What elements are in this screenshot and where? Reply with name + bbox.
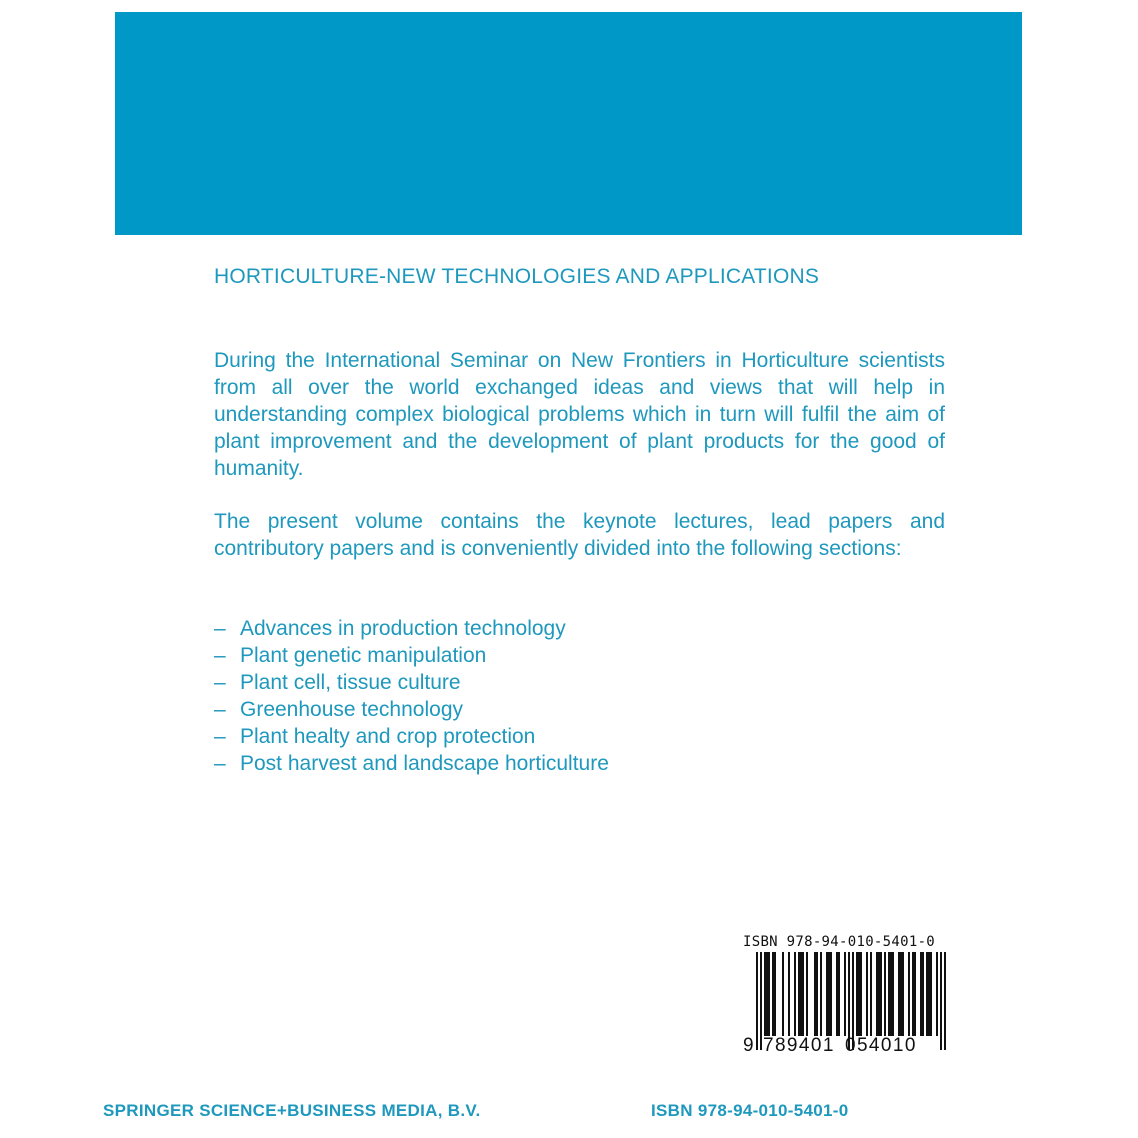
list-item bbox=[214, 642, 609, 669]
publisher-name: SPRINGER SCIENCE+BUSINESS MEDIA, B.V. bbox=[103, 1101, 481, 1120]
barcode-bar bbox=[940, 952, 942, 1050]
barcode-bar bbox=[892, 952, 894, 1036]
barcode-bar bbox=[830, 952, 832, 1036]
section-label: Plant cell, tissue culture bbox=[240, 671, 461, 694]
barcode-bar bbox=[820, 952, 822, 1036]
section-label: Advances in production technology bbox=[240, 617, 566, 640]
barcode-bar bbox=[802, 952, 804, 1036]
barcode-bar bbox=[764, 952, 766, 1036]
description-paragraph-1: During the International Seminar on New Frontiers in Horticulture scientists from all over the world exchanged ideas and views that will help in understanding complex biological problems which in turn will fulfil the aim of plant improvement and the development of plant products for the good of humanity. bbox=[214, 349, 945, 480]
barcode-isbn-label: ISBN 978-94-010-5401-0 bbox=[743, 934, 936, 950]
barcode-bar bbox=[866, 952, 868, 1036]
list-item bbox=[214, 723, 609, 750]
barcode-bar bbox=[926, 952, 928, 1036]
list-item bbox=[214, 696, 609, 723]
list-item bbox=[214, 750, 609, 777]
list-dash: – bbox=[214, 671, 226, 694]
barcode-digits-left: 789401 bbox=[763, 1035, 835, 1056]
teal-header-band bbox=[115, 12, 1022, 235]
footer-isbn: ISBN 978-94-010-5401-0 bbox=[651, 1101, 849, 1120]
barcode-bar bbox=[944, 952, 946, 1050]
barcode-bar bbox=[816, 952, 818, 1036]
book-title: HORTICULTURE-NEW TECHNOLOGIES AND APPLICATIONS bbox=[214, 265, 820, 288]
list-item bbox=[214, 669, 609, 696]
barcode-bar bbox=[768, 952, 770, 1036]
barcode-bar bbox=[922, 952, 924, 1036]
barcode-bar bbox=[836, 952, 838, 1036]
barcode-bar bbox=[900, 952, 902, 1036]
list-dash: – bbox=[214, 752, 226, 775]
barcode-digit-first: 9 bbox=[743, 1035, 755, 1056]
barcode-bar bbox=[774, 952, 776, 1036]
barcode-bar bbox=[914, 952, 916, 1036]
section-label: Plant genetic manipulation bbox=[240, 644, 487, 667]
barcode-bar bbox=[782, 952, 784, 1036]
barcode-bar bbox=[844, 952, 846, 1036]
barcode-bar bbox=[908, 952, 910, 1036]
barcode-bar bbox=[902, 952, 904, 1036]
barcode-bar bbox=[794, 952, 796, 1036]
barcode-bar bbox=[920, 952, 922, 1036]
barcode-bar bbox=[826, 952, 828, 1036]
list-dash: – bbox=[214, 698, 226, 721]
barcode-bar bbox=[828, 952, 830, 1036]
barcode-bar bbox=[756, 952, 758, 1050]
barcode-bar bbox=[936, 952, 938, 1036]
barcode-bar bbox=[870, 952, 872, 1036]
barcode-bar bbox=[898, 952, 900, 1036]
section-label: Greenhouse technology bbox=[240, 698, 463, 721]
barcode-bar bbox=[912, 952, 914, 1036]
description-paragraph-2: The present volume contains the keynote lectures, lead papers and contributory papers and is conveniently divided into the following sections: bbox=[214, 510, 945, 560]
barcode-bar bbox=[878, 952, 880, 1036]
barcode-bar bbox=[890, 952, 892, 1036]
list-dash: – bbox=[214, 644, 226, 667]
barcode-bar bbox=[858, 952, 860, 1036]
barcode-bar bbox=[856, 952, 858, 1036]
barcode-bar bbox=[888, 952, 890, 1036]
barcode-bar bbox=[806, 952, 808, 1036]
list-item bbox=[214, 615, 609, 642]
section-label: Post harvest and landscape horticulture bbox=[240, 752, 609, 775]
barcode-bar bbox=[838, 952, 840, 1036]
isbn-barcode bbox=[741, 934, 971, 1079]
barcode-bar bbox=[928, 952, 930, 1036]
barcode-bar bbox=[860, 952, 862, 1036]
barcode-digits-right: 054010 bbox=[845, 1035, 917, 1056]
barcode-bar bbox=[800, 952, 802, 1036]
list-dash: – bbox=[214, 725, 226, 748]
barcode-bar bbox=[788, 952, 790, 1036]
barcode-bar bbox=[876, 952, 878, 1036]
barcode-bar bbox=[760, 952, 762, 1050]
barcode-bar bbox=[814, 952, 816, 1036]
barcode-bar bbox=[772, 952, 774, 1036]
barcode-bar bbox=[930, 952, 932, 1036]
barcode-bar bbox=[884, 952, 886, 1036]
barcode-bar bbox=[766, 952, 768, 1036]
list-dash: – bbox=[214, 617, 226, 640]
section-label: Plant healty and crop protection bbox=[240, 725, 536, 748]
book-back-cover bbox=[115, 12, 1022, 1138]
sections-list bbox=[214, 615, 609, 777]
barcode-bar bbox=[798, 952, 800, 1036]
barcode-bar bbox=[880, 952, 882, 1036]
